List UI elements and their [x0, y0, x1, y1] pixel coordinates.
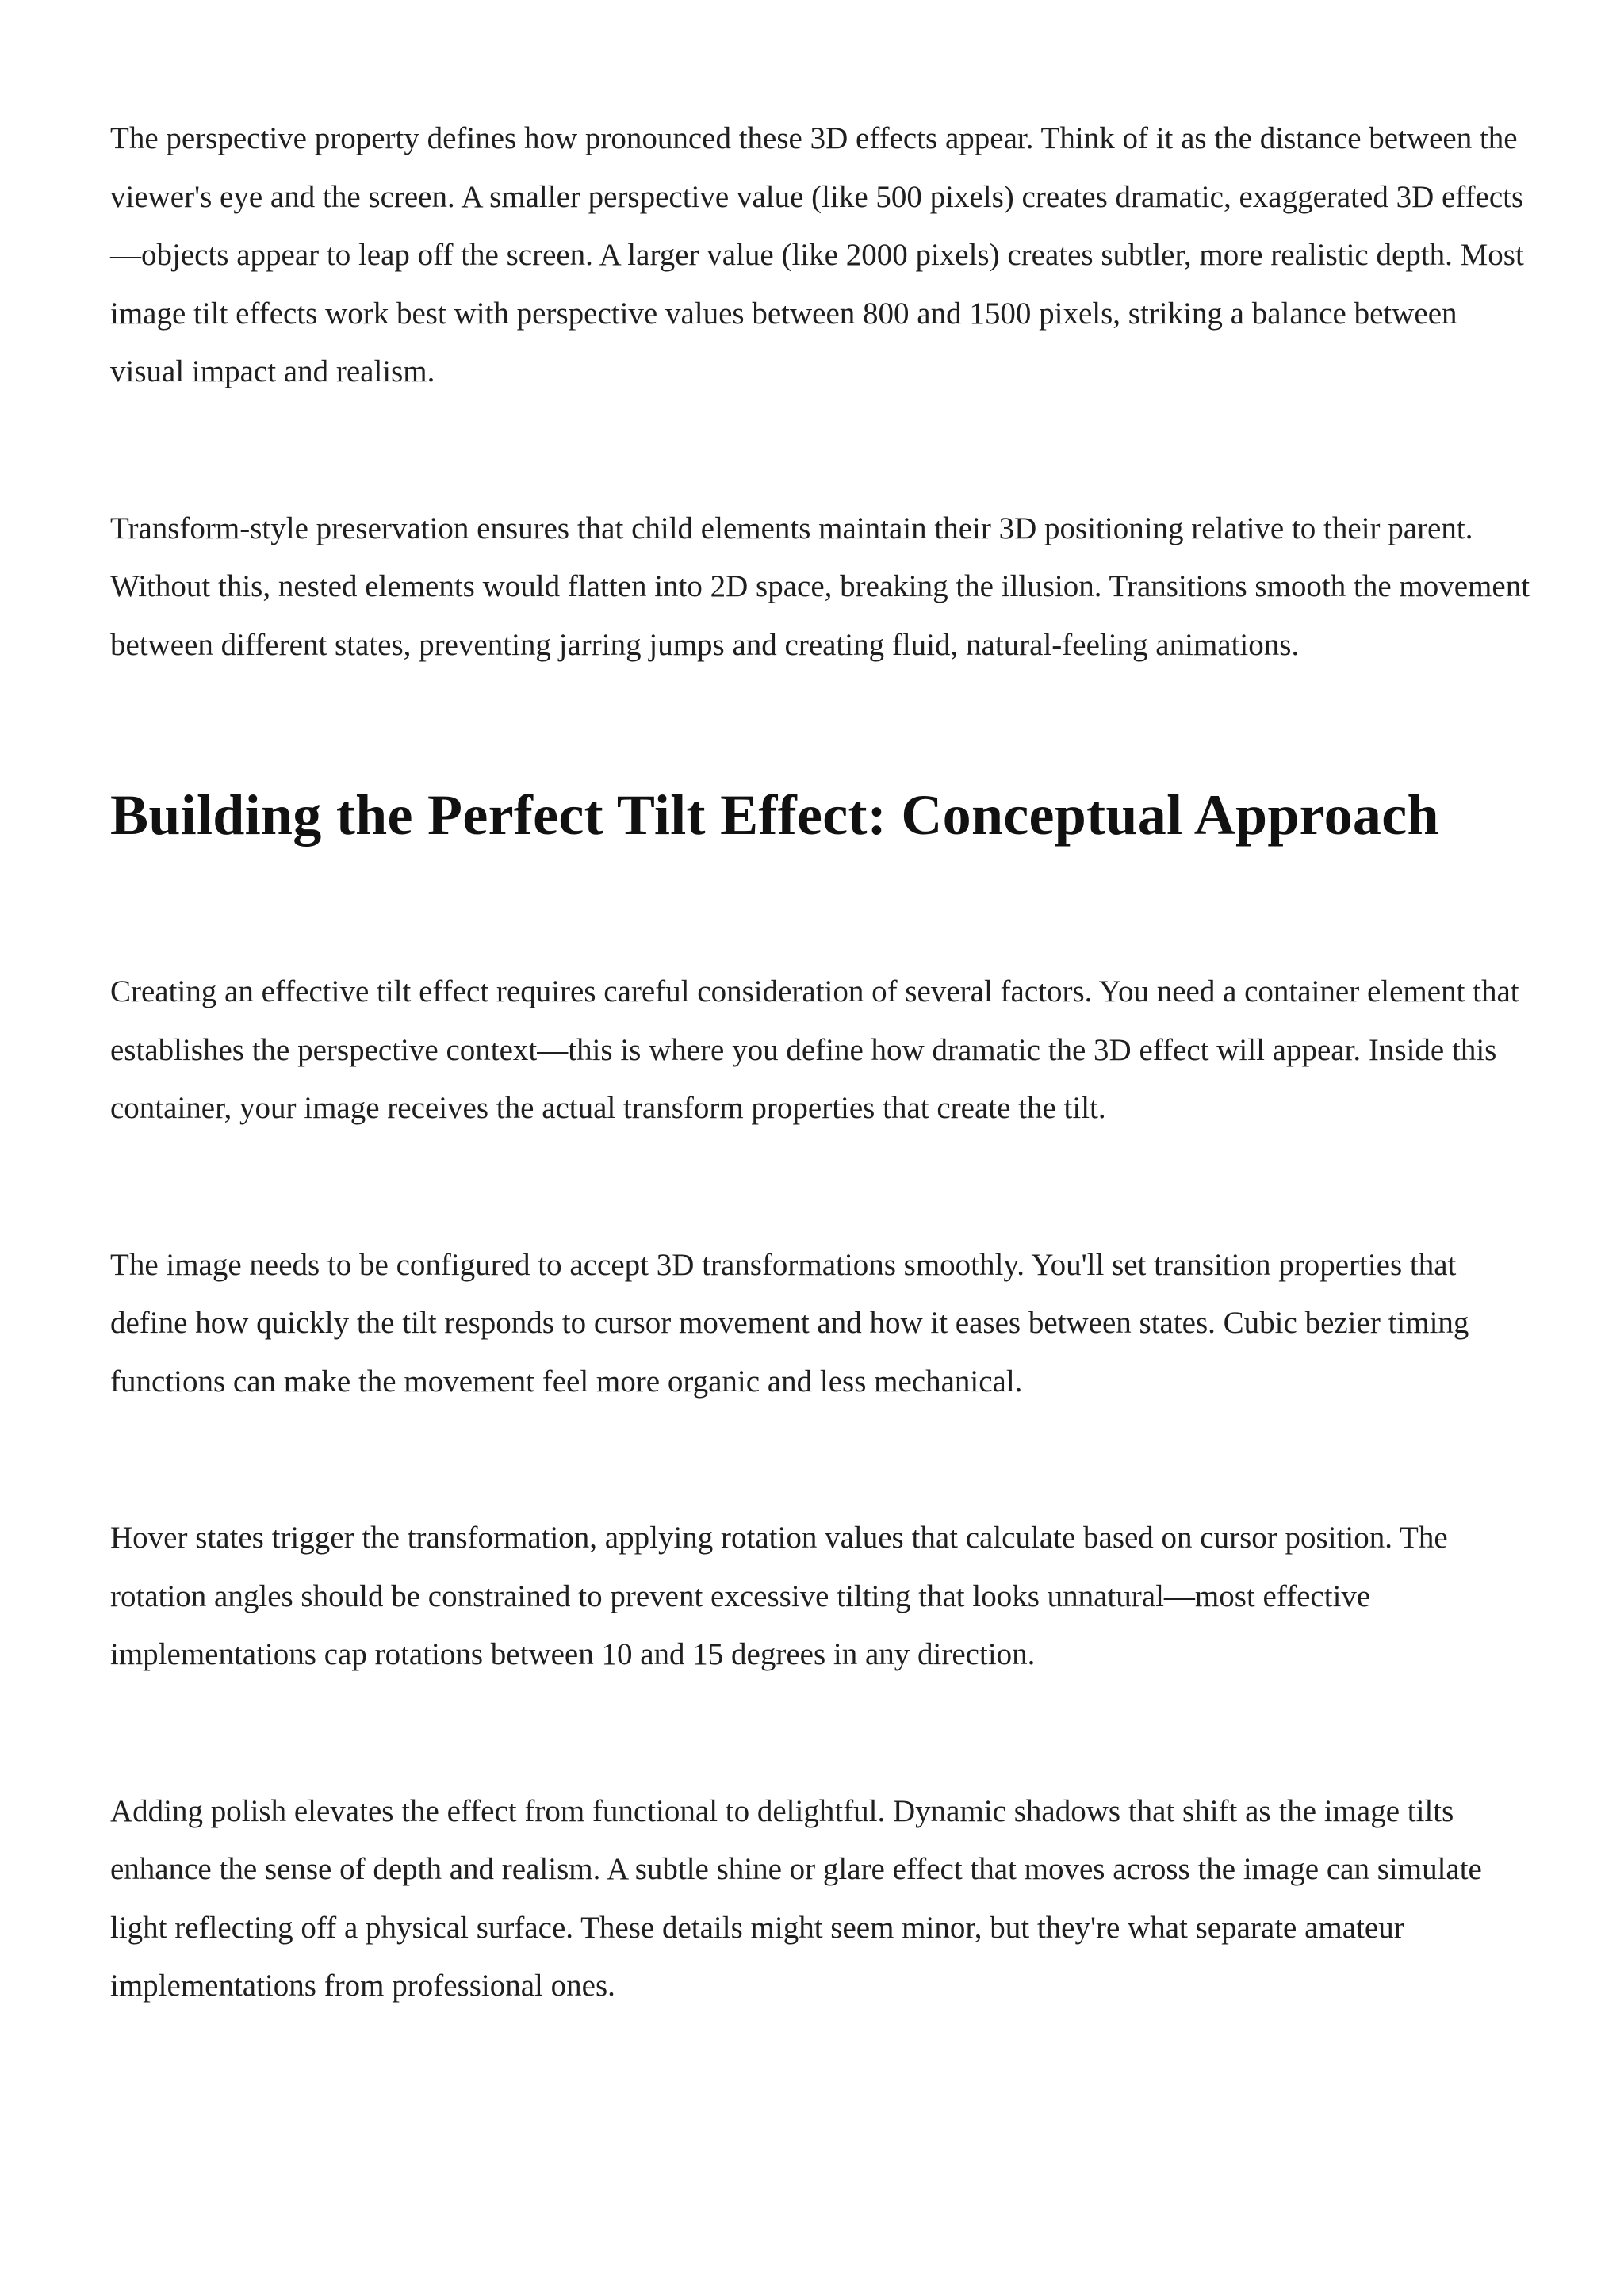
heading-spacer — [110, 855, 1538, 962]
paragraph-hover-states: Hover states trigger the transformation, applying rotation values that calculate based on cursor position. The rotation angles should be constrained to prevent excessive tilting that looks unnatural—most effective implementations cap rotations between 10 and 15 degrees in any direction. — [110, 1521, 1448, 1671]
paragraph-transitions: The image needs to be configured to accept 3D transformations smoothly. You'll set transition properties that define how quickly the tilt responds to cursor movement and how it eases between states. Cubic bezier timing functions can make the movement feel more organic and less mechanical. — [110, 1247, 1469, 1399]
paragraph-spacer — [110, 1410, 1538, 1509]
paragraph-spacer — [110, 401, 1538, 499]
article-body — [110, 109, 1538, 2015]
section-heading: Building the Perfect Tilt Effect: Conceptual Approach — [110, 783, 1439, 847]
heading-spacer — [110, 674, 1538, 775]
paragraph-perspective: The perspective property defines how pronounced these 3D effects appear. Think of it as the distance between the viewer's eye and the screen. A smaller perspective value (like 500 pixels) creates dramatic, exaggerated 3D effects—objects appear to leap off the screen. A larger value (like 2000 pixels) creates subtler, more realistic depth. Most image tilt effects work best with perspective values between 800 and 1500 pixels, striking a balance between visual impact and realism. — [110, 121, 1524, 388]
paragraph-container: Creating an effective tilt effect requires careful consideration of several factors. You need a container element that establishes the perspective context—this is where you define how dramatic the 3D effect will appear. Inside this container, your image receives the actual transform properties that create the tilt. — [110, 974, 1519, 1125]
paragraph-transform-style: Transform-style preservation ensures that child elements maintain their 3D positioning relative to their parent. Without this, nested elements would flatten into 2D space, breaking the illusion. Transitions smooth the movement between different states, preventing jarring jumps and creating fluid, natural-feeling animations. — [110, 511, 1530, 662]
paragraph-polish: Adding polish elevates the effect from functional to delightful. Dynamic shadows that shift as the image tilts enhance the sense of depth and realism. A subtle shine or glare effect that moves across the image can simulate light reflecting off a physical surface. These details might seem minor, but they're what separate amateur implementations from professional ones. — [110, 1793, 1482, 2003]
paragraph-spacer — [110, 1138, 1538, 1236]
paragraph-spacer — [110, 1684, 1538, 1782]
